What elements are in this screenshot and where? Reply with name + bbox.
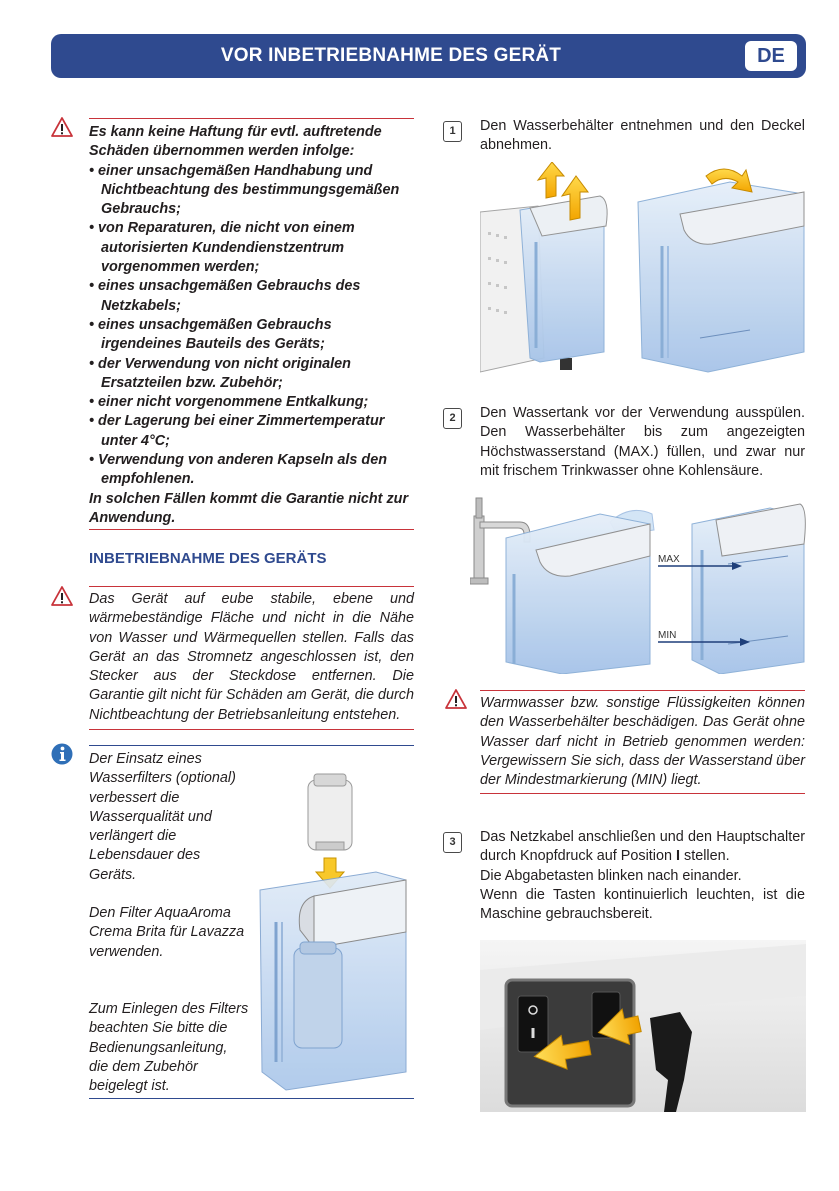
fill-tank-figure	[470, 494, 806, 674]
liability-intro: Es kann keine Haftung für evtl. auftretende Schäden übernommen werden infolge:	[89, 124, 382, 160]
step-3-line: Die Abgabetasten blinken nach einander.	[480, 867, 742, 884]
remove-tank-figure	[480, 162, 805, 380]
max-label: MAX	[658, 554, 680, 565]
liability-list	[89, 162, 414, 490]
info-filter-text-2: Den Filter AquaAroma Crema Brita für Lavazza verwenden.	[89, 905, 245, 960]
switch-position-label: I	[676, 848, 680, 865]
list-item: • von Reparaturen, die nicht von einem autorisierten Kundendienstzentrum vorgenommen werden;	[89, 219, 414, 277]
step-number: 1	[443, 121, 462, 142]
min-label: MIN	[658, 630, 677, 641]
divider	[89, 118, 414, 119]
divider	[89, 586, 414, 587]
divider	[480, 793, 805, 794]
step-number: 2	[443, 408, 462, 429]
divider	[89, 1098, 414, 1099]
divider	[89, 529, 414, 530]
warning-text-placement: Das Gerät auf eube stabile, ebene und wärmebeständige Fläche und nicht in die Nähe von Wasser und Wärmequellen stellen. Falls das Gerät an das Stromnetz angeschlossen ist, den Stecker aus der Steckdose entfernen. Die Garantie gilt nicht für Schäden am Gerät, die durch Nichtbeachtung der Betriebsanleitung entstehen.	[89, 591, 414, 723]
warning-icon	[51, 586, 73, 606]
divider	[89, 729, 414, 730]
power-switch-figure	[480, 940, 806, 1112]
language-badge: DE	[745, 41, 797, 71]
divider	[480, 690, 805, 691]
step-2-text: Den Wassertank vor der Verwendung ausspülen. Den Wasserbehälter bis zum angezeigten Höchstwasserstand (MAX.) füllen, und zwar nur mit frischem Trinkwasser ohne Kohlensäure.	[480, 405, 805, 479]
page-title: VOR INBETRIEBNAHME DES GERÄT	[220, 45, 562, 66]
list-item: • einer nicht vorgenommene Entkalkung;	[89, 393, 414, 412]
warning-text-water: Warmwasser bzw. sonstige Flüssigkeiten können den Wasserbehälter beschädigen. Das Gerät ohne Wasser darf nicht in Betrieb genommen werden: Vergewissern Sie sich, dass der Wasserstand über der Mindestmarkierung (MIN) liegt.	[480, 695, 805, 789]
list-item: • der Lagerung bei einer Zimmertemperatur unter 4°C;	[89, 412, 414, 451]
divider	[89, 745, 414, 746]
filter-insertion-figure	[256, 772, 414, 1094]
page-header	[51, 34, 806, 78]
step-3-text	[480, 828, 805, 924]
list-item: • eines unsachgemäßen Gebrauchs des Netzkabels;	[89, 277, 414, 316]
step-3-line: Das Netzkabel anschließen und den Hauptschalter durch Knopfdruck auf Position	[480, 829, 805, 865]
step-3-line: Wenn die Tasten kontinuierlich leuchten, ist die Maschine gebrauchsbereit.	[480, 886, 805, 923]
info-icon	[51, 743, 73, 765]
section-title: INBETRIEBNAHME DES GERÄTS	[89, 550, 327, 567]
warning-icon	[445, 689, 467, 709]
step-number: 3	[443, 832, 462, 853]
list-item: • eines unsachgemäßen Gebrauchs irgendeines Bauteils des Geräts;	[89, 316, 414, 355]
warning-icon	[51, 117, 73, 137]
step-1-text: Den Wasserbehälter entnehmen und den Deckel abnehmen.	[480, 118, 805, 154]
step-3-line: stellen.	[684, 848, 730, 865]
info-filter-text-1: Der Einsatz eines Wasserfilters (optional) verbessert die Wasserqualität und verlängert die Lebensdauer des Geräts.	[89, 751, 236, 883]
list-item: • einer unsachgemäßen Handhabung und Nichtbeachtung des bestimmungsgemäßen Gebrauchs;	[89, 162, 414, 220]
liability-notice	[89, 123, 414, 528]
liability-outro: In solchen Fällen kommt die Garantie nicht zur Anwendung.	[89, 490, 409, 526]
info-filter-text-3: Zum Einlegen des Filters beachten Sie bitte die Bedienungsanleitung, die dem Zubehör beigelegt ist.	[89, 1001, 249, 1095]
list-item: • der Verwendung von nicht originalen Ersatzteilen bzw. Zubehör;	[89, 355, 414, 394]
list-item: • Verwendung von anderen Kapseln als den empfohlenen.	[89, 451, 414, 490]
